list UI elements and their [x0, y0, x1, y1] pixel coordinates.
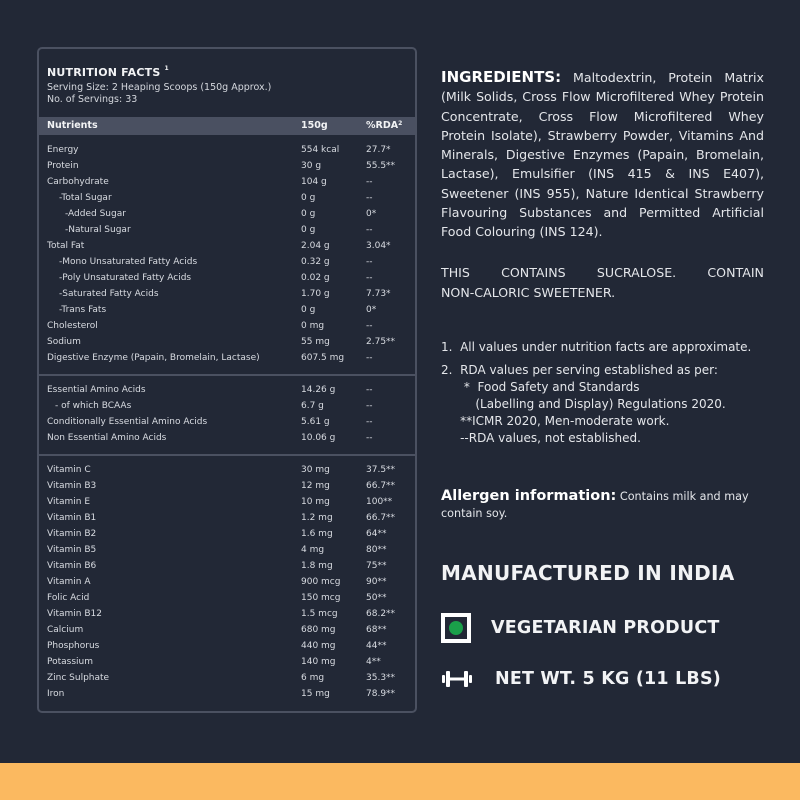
- nutrient-rda: 64**: [366, 529, 387, 539]
- net-weight-label: NET WT. 5 KG (11 LBS): [495, 669, 721, 689]
- nutrient-amount: 1.8 mg: [301, 561, 333, 571]
- nutrient-name: Cholesterol: [47, 321, 98, 331]
- nutrient-name: Vitamin E: [47, 497, 91, 507]
- table-row: [39, 431, 415, 447]
- serving-size: Serving Size: 2 Heaping Scoops (150g Approx.): [47, 82, 272, 93]
- table-row: [39, 495, 415, 511]
- nutrient-rda: 35.3**: [366, 673, 396, 683]
- serving-info: [47, 82, 271, 106]
- nutrient-rda: --: [366, 257, 373, 267]
- footnote-line: 2. RDA values per serving established as per:: [441, 363, 718, 377]
- nutrient-name: Non Essential Amino Acids: [47, 433, 167, 443]
- nutrient-rda: 100**: [366, 497, 393, 507]
- ingredients-text: Maltodextrin, Protein Matrix (Milk Solids, Cross Flow Microfiltered Whey Protein Concentrate, Cross Flow Microfiltered Whey Protein Isolate), Strawberry Powder, Vitamins And Minerals, Digestive Enzymes (Papain, Bromelain, Lactase), Emulsifier (INS 415 & INS E407), Sweetener (INS 955), Nature Identical Strawberry Flavouring Substances and Permitted Artificial Food Colouring (INS 124).: [441, 70, 764, 240]
- header-rda: %RDA$^2$: [366, 120, 403, 131]
- table-row: [39, 575, 415, 591]
- nutrient-amount: 5.61 g: [301, 417, 330, 427]
- header-nutrients: Nutrients: [47, 120, 98, 131]
- dumbbell-icon: [441, 668, 473, 690]
- nutrient-rda: --: [366, 321, 373, 331]
- vegetarian-feature: [441, 613, 720, 643]
- nutrient-rda: --: [366, 193, 373, 203]
- nutrient-rda: --: [366, 401, 373, 411]
- nutrient-rda: 66.7**: [366, 481, 396, 491]
- table-row: [39, 303, 415, 319]
- divider: [39, 374, 415, 376]
- micros-section: [39, 463, 415, 703]
- nutrient-rda: --: [366, 177, 373, 187]
- table-row: [39, 463, 415, 479]
- nutrient-name: Calcium: [47, 625, 84, 635]
- nutrient-rda: 68.2**: [366, 609, 396, 619]
- nutrient-rda: --: [366, 385, 373, 395]
- macros-section: [39, 143, 415, 367]
- net-weight-feature: [441, 668, 721, 690]
- nutrient-amount: 0 mg: [301, 321, 325, 331]
- table-row: [39, 383, 415, 399]
- nutrient-rda: --: [366, 353, 373, 363]
- table-row: [39, 207, 415, 223]
- nutrient-rda: --: [366, 225, 373, 235]
- nutrient-rda: 44**: [366, 641, 387, 651]
- nutrient-name: Potassium: [47, 657, 94, 667]
- nutrient-name: Essential Amino Acids: [47, 385, 146, 395]
- nutrient-name: -Mono Unsaturated Fatty Acids: [59, 257, 198, 267]
- table-row: [39, 671, 415, 687]
- nutrient-name: Vitamin B3: [47, 481, 97, 491]
- nutrient-amount: 0.32 g: [301, 257, 330, 267]
- table-row: [39, 543, 415, 559]
- table-row: [39, 319, 415, 335]
- nutrient-rda: 68**: [366, 625, 387, 635]
- nutrient-amount: 440 mg: [301, 641, 336, 651]
- nutrient-name: Vitamin B2: [47, 529, 97, 539]
- table-row: [39, 399, 415, 415]
- nutrient-amount: 150 mcg: [301, 593, 341, 603]
- table-row: [39, 239, 415, 255]
- footnote-line: * Food Safety and Standards: [441, 380, 640, 394]
- nutrient-name: Protein: [47, 161, 79, 171]
- nutrient-name: Vitamin C: [47, 465, 91, 475]
- nutrient-amount: 0 g: [301, 305, 316, 315]
- nutrient-name: Zinc Sulphate: [47, 673, 110, 683]
- bottom-band: [0, 763, 800, 800]
- nutrient-rda: 37.5**: [366, 465, 396, 475]
- table-row: [39, 255, 415, 271]
- footnote-line: 1. All values under nutrition facts are approximate.: [441, 340, 752, 354]
- table-row: [39, 143, 415, 159]
- table-row: [39, 511, 415, 527]
- nutrient-rda: 4**: [366, 657, 381, 667]
- nutrient-rda: 27.7*: [366, 145, 391, 155]
- servings-count: No. of Servings: 33: [47, 94, 138, 105]
- nutrient-amount: 607.5 mg: [301, 353, 345, 363]
- nutrient-rda: 80**: [366, 545, 387, 555]
- footnotes: [441, 339, 764, 447]
- nutrient-amount: 1.5 mcg: [301, 609, 338, 619]
- nutrition-facts-panel: [37, 47, 417, 713]
- nutrient-name: Vitamin B6: [47, 561, 97, 571]
- nutrient-rda: --: [366, 273, 373, 283]
- nutrient-amount: 10.06 g: [301, 433, 336, 443]
- sucralose-line2: NON-CALORIC SWEETENER.: [441, 284, 616, 300]
- nutrient-rda: 0*: [366, 305, 377, 315]
- nutrient-rda: 66.7**: [366, 513, 396, 523]
- nutrient-amount: 2.04 g: [301, 241, 330, 251]
- nutrient-name: -Added Sugar: [65, 209, 126, 219]
- divider: [39, 454, 415, 456]
- nutrient-amount: 4 mg: [301, 545, 325, 555]
- table-row: [39, 623, 415, 639]
- nutrient-amount: 0 g: [301, 209, 316, 219]
- nutrient-amount: 1.2 mg: [301, 513, 333, 523]
- sucralose-word: SUCRALOSE.: [596, 265, 677, 280]
- footnote-line: --RDA values, not established.: [441, 431, 641, 445]
- nutrient-amount: 12 mg: [301, 481, 330, 491]
- allergen-text: Contains milk and may contain soy.: [441, 490, 749, 520]
- ingredients-block: [441, 68, 764, 242]
- nutrient-name: Phosphorus: [47, 641, 100, 651]
- nutrient-rda: 50**: [366, 593, 387, 603]
- nutrient-rda: 0*: [366, 209, 377, 219]
- nutrient-amount: 0.02 g: [301, 273, 330, 283]
- nutrient-name: -Saturated Fatty Acids: [59, 289, 159, 299]
- vegetarian-label: VEGETARIAN PRODUCT: [491, 618, 720, 638]
- header-amount: 150g: [301, 120, 328, 131]
- nutrient-amount: 14.26 g: [301, 385, 336, 395]
- nutrient-amount: 1.70 g: [301, 289, 330, 299]
- nutrient-amount: 0 g: [301, 225, 316, 235]
- nutrient-name: -Total Sugar: [59, 193, 112, 203]
- table-row: [39, 527, 415, 543]
- table-row: [39, 335, 415, 351]
- table-row: [39, 175, 415, 191]
- nutrient-name: -Natural Sugar: [65, 225, 131, 235]
- table-row: [39, 607, 415, 623]
- table-row: [39, 591, 415, 607]
- vegetarian-mark-icon: [441, 613, 471, 643]
- footnote-line: **ICMR 2020, Men-moderate work.: [441, 414, 670, 428]
- nutrient-name: Energy: [47, 145, 79, 155]
- nutrient-name: Conditionally Essential Amino Acids: [47, 417, 208, 427]
- table-row: [39, 639, 415, 655]
- nutrient-rda: 2.75**: [366, 337, 396, 347]
- manufactured-in-india: MANUFACTURED IN INDIA: [441, 561, 735, 585]
- sucralose-word: THIS: [441, 265, 470, 280]
- nutrient-name: Carbohydrate: [47, 177, 109, 187]
- nutrient-name: Vitamin B12: [47, 609, 102, 619]
- nutrient-name: Vitamin B1: [47, 513, 97, 523]
- nutrient-rda: --: [366, 433, 373, 443]
- sucralose-word: CONTAIN: [707, 265, 764, 280]
- table-row: [39, 223, 415, 239]
- table-row: [39, 351, 415, 367]
- sucralose-warning: [441, 263, 764, 302]
- nutrient-rda: 3.04*: [366, 241, 391, 251]
- nutrient-rda: 90**: [366, 577, 387, 587]
- table-row: [39, 559, 415, 575]
- allergen-info: [441, 488, 764, 522]
- nutrient-amount: 0 g: [301, 193, 316, 203]
- nutrient-amount: 55 mg: [301, 337, 330, 347]
- nutrient-amount: 554 kcal: [301, 145, 340, 155]
- table-row: [39, 287, 415, 303]
- nutrition-title: NUTRITION FACTS $^1$: [47, 65, 169, 79]
- table-row: [39, 479, 415, 495]
- nutrient-rda: 7.73*: [366, 289, 391, 299]
- nutrient-amount: 900 mcg: [301, 577, 341, 587]
- nutrient-amount: 680 mg: [301, 625, 336, 635]
- table-row: [39, 687, 415, 703]
- nutrient-name: Iron: [47, 689, 65, 699]
- nutrient-amount: 104 g: [301, 177, 327, 187]
- nutrient-amount: 30 mg: [301, 465, 330, 475]
- nutrient-rda: 55.5**: [366, 161, 396, 171]
- nutrient-name: Folic Acid: [47, 593, 90, 603]
- nutrient-rda: 75**: [366, 561, 387, 571]
- nutrient-name: Total Fat: [47, 241, 85, 251]
- table-row: [39, 271, 415, 287]
- nutrient-rda: 78.9**: [366, 689, 396, 699]
- nutrient-rda: --: [366, 417, 373, 427]
- amino-section: [39, 383, 415, 447]
- table-header: [39, 117, 415, 135]
- table-row: [39, 655, 415, 671]
- nutrient-name: -Trans Fats: [59, 305, 107, 315]
- table-row: [39, 191, 415, 207]
- nutrient-amount: 30 g: [301, 161, 322, 171]
- nutrient-name: -Poly Unsaturated Fatty Acids: [59, 273, 192, 283]
- nutrient-amount: 10 mg: [301, 497, 330, 507]
- nutrient-name: Sodium: [47, 337, 81, 347]
- nutrient-amount: 140 mg: [301, 657, 336, 667]
- table-row: [39, 415, 415, 431]
- nutrient-name: Digestive Enzyme (Papain, Bromelain, Lactase): [47, 353, 260, 363]
- table-row: [39, 159, 415, 175]
- nutrient-amount: 15 mg: [301, 689, 330, 699]
- allergen-label: Allergen information:: [441, 488, 617, 504]
- nutrient-amount: 1.6 mg: [301, 529, 333, 539]
- ingredients-label: INGREDIENTS:: [441, 68, 562, 86]
- footnote-line: (Labelling and Display) Regulations 2020.: [441, 397, 726, 411]
- nutrient-name: Vitamin B5: [47, 545, 97, 555]
- nutrient-amount: 6 mg: [301, 673, 325, 683]
- sucralose-word: CONTAINS: [501, 265, 566, 280]
- nutrient-name: Vitamin A: [47, 577, 91, 587]
- nutrient-amount: 6.7 g: [301, 401, 324, 411]
- nutrient-name: - of which BCAAs: [55, 401, 132, 411]
